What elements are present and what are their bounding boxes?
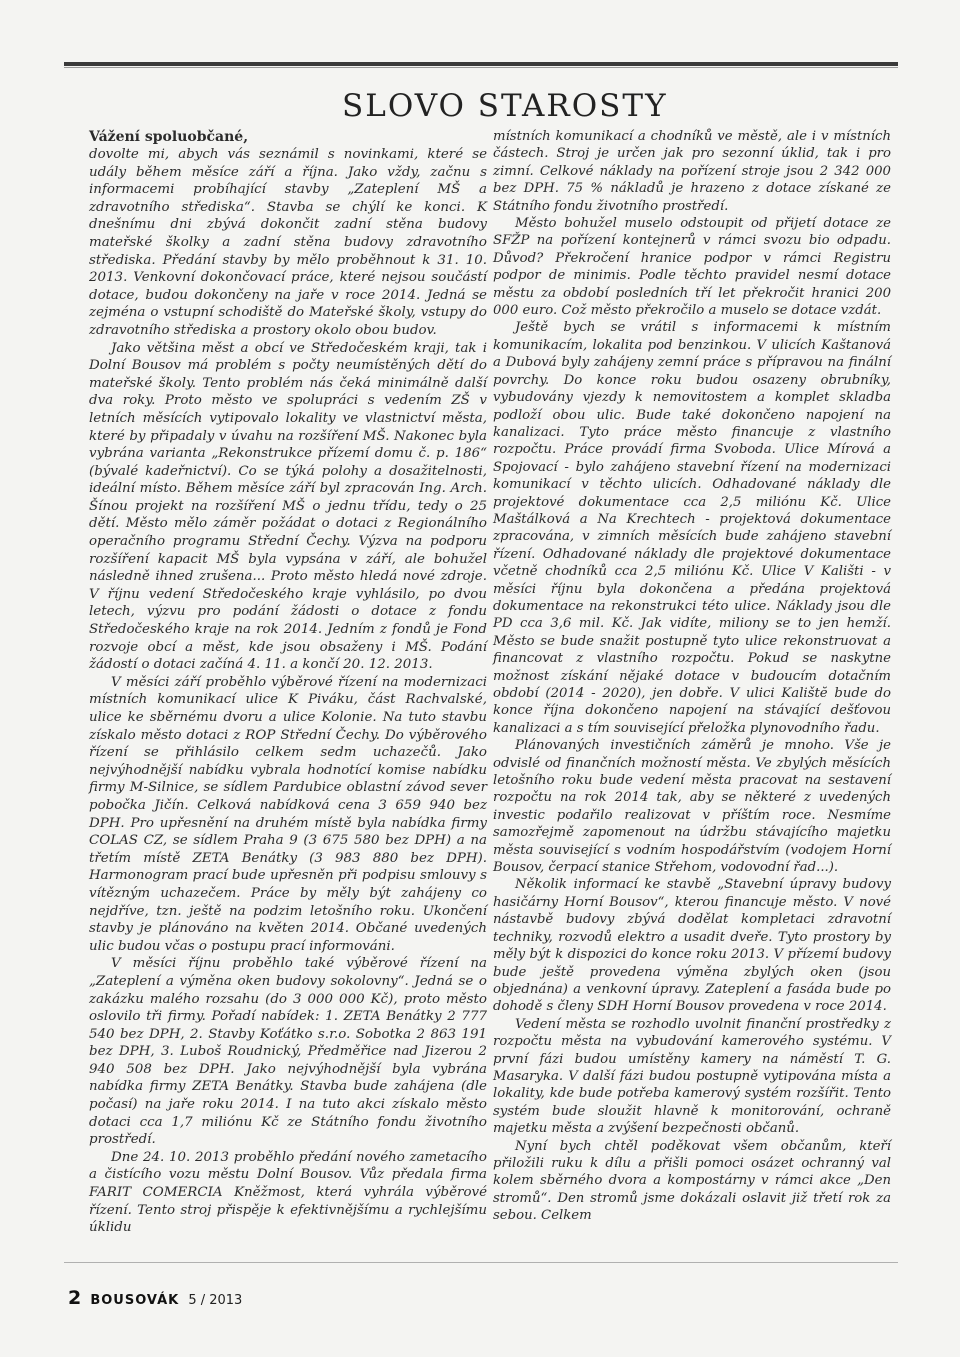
issue-number: 5 / 2013 (188, 1293, 243, 1308)
paragraph: Jako většina měst a obcí ve Středočeském kraji, tak i Dolní Bousov má problém s počty neumístěných dětí do mateřské školy. Tento problém nás čeká minimálně další dva roky. Proto město ve spolupráci s vedením ZŠ v letních měsících vytipovalo lokality ve vlastnictví města, které by připadaly v úvahu na rozšíření MŠ. Nakonec byla vybrána varianta „Rekonstrukce přízemí domu č. p. 186“ (bývalé kadeřnictví). Co se týká polohy a dosažitelnosti, ideální místo. Během měsíce září byl zpracován Ing. Arch. Šínou projekt na rozšíření MŠ o jednu třídu, tedy o 25 dětí. Město mělo záměr požádat o dotaci z Regionálního operačního programu Střední Čechy. Výzva na podporu rozšíření kapacit MŠ byla vypsána v září, ale bohužel následně ihned zrušena... Proto město hledá nové zdroje. V říjnu vedení Středočeského kraje vyhlásilo, po dvou letech, výzvu pro podání žádosti o dotace z fondu Středočeského kraje na rok 2014. Jedním z fondů je Fond rozvoje obcí a měst, kde jsou obsaženy i MŠ. Podání žádostí o dotaci začíná 4. 11. a končí 20. 12. 2013. (89, 340, 487, 673)
paragraph: Nyní bych chtěl poděkovat všem občanům, kteří přiložili ruku k dílu a přišli pomoci osázet ochranný val kolem sběrného dvora a kompostárny v rámci akce „Den stromů“. Den stromů jsme dokázali oslavit již třetí rok za sebou. Celkem (493, 1138, 891, 1224)
paragraph: Několik informací ke stavbě „Stavební úpravy budovy hasičárny Horní Bousov“, kterou financuje město. V nové nástavbě budovy zbývá dodělat kompletaci zdravotní techniky, rozvodů elektro a usadit dveře. Tyto prostory by měly být k dispozici do konce roku 2013. V přízemí budovy bude ještě provedena výměna zbylých oken (jsou objednána) a venkovní úpravy. Zateplení a fasáda bude po dohodě s členy SDH Horní Bousov provedena v roce 2014. (493, 877, 891, 1015)
left-column (89, 128, 487, 1237)
paragraph: Ještě bych se vrátil s informacemi k místním komunikacím, lokalita pod benzinkou. V ulicích Kaštanová a Dubová byly zahájeny zemní práce s přípravou na finální povrchy. Do konce roku budou osazeny obrubníky, vybudovány vjezdy k nemovitostem a komplet skladba podloží obou ulic. Bude také dokončeno napojení na kanalizaci. Tyto práce město financuje z vlastního rozpočtu. Práce provádí firma Svoboda. Ulice Mírová a Spojovací - bylo zahájeno stavební řízení na modernizaci komunikací v těchto ulicích. Odhadované náklady dle projektové dokumentace cca 2,5 miliónu Kč. Ulice Maštálková a Na Krechtech - projektová dokumentace zpracována, v zimních měsících bude zahájeno stavební řízení. Odhadované náklady dle projektové dokumentace včetně chodníků cca 2,5 miliónu Kč. Ulice V Kališti - v měsíci říjnu byla dokončena a předána projektová dokumentace na rekonstrukci této ulice. Náklady jsou dle PD cca 3,6 mil. Kč. Jak vidíte, miliony se to jen hemží. Město se bude snažit postupně tyto ulice rekonstruovat a financovat z vlastního rozpočtu. Pokud se naskytne možnost získání nějaké dotace v budoucím dotačním období (2014 - 2020), jen dobře. V ulici Kalištĕ bude do konce října dokončeno napojení na stávající dešťovou kanalizaci a s tím související přeložka plynovodního řadu. (493, 320, 891, 736)
paragraph: V měsíci říjnu proběhlo také výběrové řízení na „Zateplení a výměna oken budovy sokolovny“. Jedná se o zakázku malého rozsahu (do 3 000 000 Kč), proto město oslovilo tři firmy. Pořadí nabídek: 1. ZETA Benátky 2 777 540 bez DPH, 2. Stavby Koťátko s.r.o. Sobotka 2 863 191 bez DPH, 3. Luboš Roudnický, Předměřice nad Jizerou 2 940 508 bez DPH. Jako nejvýhodnější byla vybrána nabídka firmy ZETA Benátky. Stavba bude zahájena (dle počasí) na jaře roku 2014. I na tuto akci získalo město dotaci cca 1,7 miliónu Kč ze Státního fondu životního prostředí. (89, 956, 487, 1148)
paragraph: místních komunikací a chodníků ve městě, ale i v místních částech. Stroj je určen jak pro sezonní úklid, tak i pro zimní. Celkové náklady na pořízení stroje jsou 2 342 000 bez DPH. 75 % nákladů je hrazeno z dotace získané ze Státního fondu životního prostředí. (493, 129, 891, 214)
paragraph: Vedení města se rozhodlo uvolnit finanční prostředky z rozpočtu města na vybudování kamerového systému. V první fázi budou umístěny kamery na náměstí T. G. Masaryka. V další fázi budou postupně vytipována místa a lokality, kde bude potřeba kamerový systém rozšířit. Tento systém bude sloužit hlavně k monitorování, ochraně majetku města a zvýšení bezpečnosti občanů. (493, 1016, 891, 1137)
footer-rule (64, 1262, 898, 1263)
paragraph: Plánovaných investičních záměrů je mnoho. Vše je odvislé od finančních možností města. Ve zbylých měsících letošního roku bude vedení města pracovat na sestavení rozpočtu na rok 2014 tak, aby se některé z uvedených investic podařilo realizovat v příštím roce. Nesmíme samozřejmě zapomenout na údržbu stávajícího majetku města související s vodním hospodářstvím (vodojem Horní Bousov, čerpací stanice Střehom, vodovodní řad...). (493, 738, 891, 876)
footer (68, 1287, 242, 1309)
paragraph: Město bohužel muselo odstoupit od přijetí dotace ze SFŽP na pořízení kontejnerů v rámci svozu bio odpadu. Důvod? Překročení hranice podpor v rámci Registru podpor de minimis. Podle těchto pravidel nesmí dotace městu za období posledních tří let překročit hranici 200 000 euro. Což město překročilo a muselo se dotace vzdát. (493, 216, 891, 319)
page-title: SLOVO STAROSTY (342, 88, 668, 124)
right-column (493, 128, 891, 1225)
top-rule-thick (64, 62, 898, 66)
greeting: Vážení spoluobčané, (89, 129, 249, 145)
paragraph: Dne 24. 10. 2013 proběhlo předání nového zametacího a čistícího vozu městu Dolní Bousov. Vůz předala firma FARIT COMERCIA Kněžmost, která vyhrála výběrové řízení. Tento stroj přispěje k efektivnějšímu a rychlejšímu úklidu (89, 1149, 487, 1236)
paragraph: V měsíci září proběhlo výběrové řízení na modernizaci místních komunikací ulice K Piváku, část Rachvalské, ulice ke sběrnému dvoru a ulice Kolonie. Na tuto stavbu získalo město dotaci z ROP Střední Čechy. Do výběrového řízení se přihlásilo celkem sedm uchazečů. Jako nejvýhodnější nabídku vybrala hodnotící komise nabídku firmy M-Silnice, se sídlem Pardubice oblastní závod sever pobočka Jičín. Celková nabídková cena 3 659 940 bez DPH. Pro upřesnění na druhém místě byla nabídka firmy COLAS CZ, se sídlem Praha 9 (3 675 580 bez DPH) a na třetím místě ZETA Benátky (3 983 880 bez DPH). Harmonogram prací bude upřesněn při podpisu smlouvy s vítězným uchazečem. Práce by měly být zahájeny co nejdříve, tzn. ještě na podzim letošního roku. Ukončení stavby je plánováno na květen 2014. Občané uvedených ulic budou včas o postupu prací informováni. (89, 674, 487, 954)
magazine-name: BOUSOVÁK (90, 1293, 180, 1308)
paragraph: dovolte mi, abych vás seznámil s novinkami, které se udály během měsíce září a října. Jako vždy, začnu s informacemi probíhající stavby „Zateplení MŠ a zdravotního střediska“. Stavba se chýlí ke konci. K dnešnímu dni zbývá dokončit zadní stěna budovy mateřské školky a zadní stěna budovy zdravotního střediska. Předání stavby by mělo proběhnout k 31. 10. 2013. Venkovní dokončovací práce, které nejsou součástí dotace, budou dokončeny na jaře v roce 2014. Jedná se zejména o vstupní schodiště do Mateřské školy, vstupy do zdravotního střediska a prostory okolo obou budov. (89, 147, 487, 338)
page-number: 2 (68, 1287, 82, 1309)
top-rule-thin (64, 67, 898, 68)
